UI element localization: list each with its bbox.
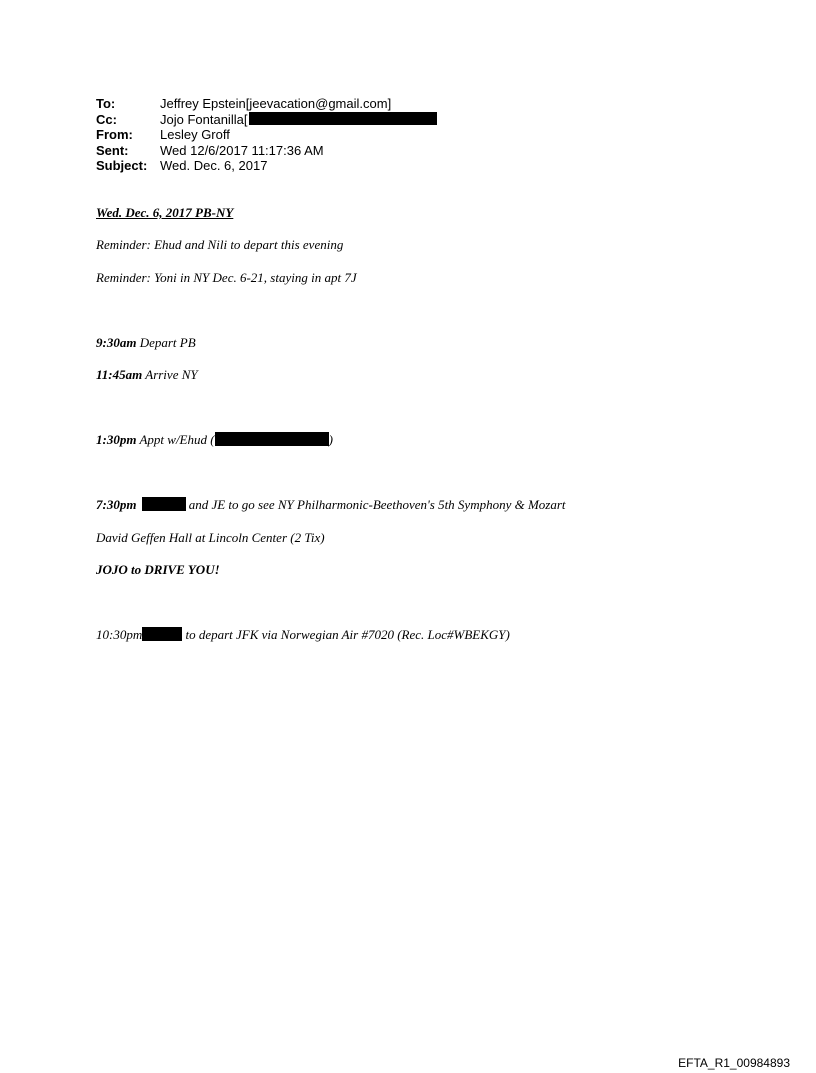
to-value: Jeffrey Epstein[jeevacation@gmail.com] (160, 96, 392, 111)
event-time: 1:30pm (96, 432, 137, 447)
subject-label: Subject: (96, 158, 148, 173)
event-desc: and JE to go see NY Philharmonic-Beethoven's 5th Symphony & Mozart (188, 497, 566, 512)
from-label: From: (96, 127, 133, 142)
event-desc: Arrive NY (142, 367, 198, 382)
to-label: To: (96, 96, 116, 111)
sent-value: Wed 12/6/2017 11:17:36 AM (160, 142, 324, 158)
reminder-1: Reminder: Ehud and Nili to depart this evening (96, 237, 344, 252)
redaction-box (249, 112, 437, 125)
event-appt-ehud (96, 432, 333, 448)
redaction-box (215, 432, 329, 446)
to-row (96, 96, 437, 112)
sent-label: Sent: (96, 142, 129, 158)
cc-row (96, 112, 437, 128)
schedule-title: Wed. Dec. 6, 2017 PB-NY (96, 205, 234, 220)
subject-value: Wed. Dec. 6, 2017 (160, 158, 268, 173)
event-time: 9:30am (96, 335, 137, 350)
from-row (96, 127, 437, 143)
event-desc: Depart PB (136, 335, 196, 350)
event-venue: David Geffen Hall at Lincoln Center (2 Tix) (96, 530, 325, 545)
event-philharmonic (96, 497, 566, 513)
event-depart-pb (96, 335, 196, 351)
event-driver-note: JOJO to DRIVE YOU! (96, 562, 220, 577)
event-depart-jfk (96, 627, 510, 643)
redaction-box (142, 627, 182, 641)
event-time: 11:45am (96, 367, 143, 382)
cc-value: Jojo Fontanilla[ (160, 111, 248, 127)
event-arrive-ny (96, 367, 198, 383)
event-desc: to depart JFK via Norwegian Air #7020 (Rec. Loc#WBEKGY) (182, 627, 510, 642)
reminder-2: Reminder: Yoni in NY Dec. 6-21, staying in apt 7J (96, 270, 357, 285)
sent-row (96, 143, 437, 159)
event-desc-close: ) (328, 432, 333, 447)
event-desc: Appt w/Ehud ( (136, 432, 215, 447)
subject-row (96, 158, 437, 174)
from-value: Lesley Groff (160, 127, 230, 142)
document-id: EFTA_R1_00984893 (678, 1056, 790, 1070)
event-time: 10:30pm (96, 627, 143, 642)
event-time: 7:30pm (96, 497, 137, 512)
email-header (96, 96, 437, 174)
cc-label: Cc: (96, 111, 117, 127)
redaction-box (142, 497, 186, 511)
